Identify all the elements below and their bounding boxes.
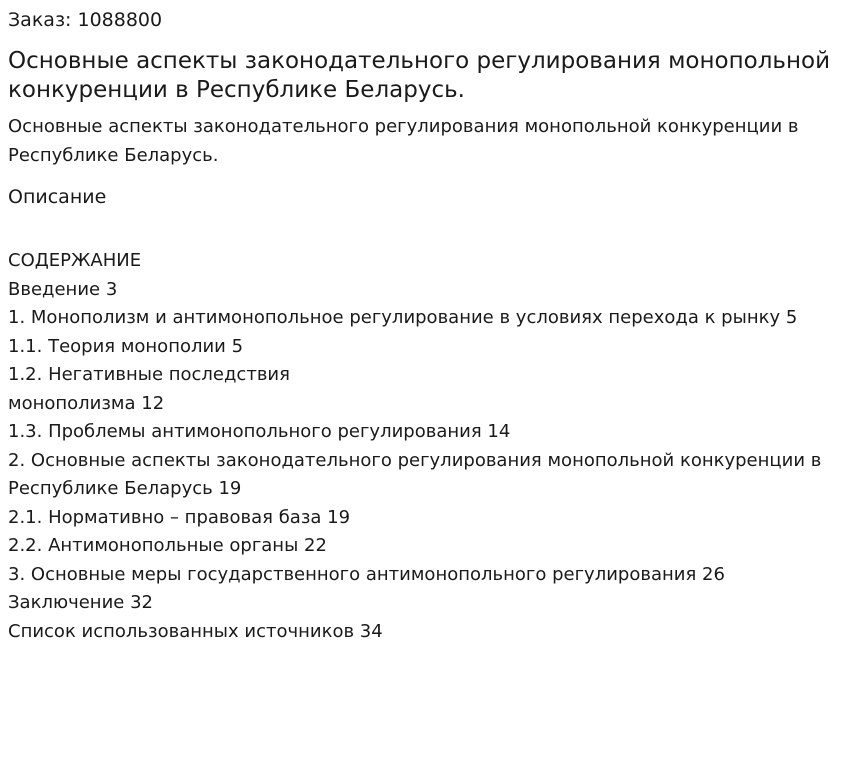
toc-item: 2. Основные аспекты законодательного регулирования монопольной конкуренции в Республике Беларусь 19 [8,449,822,499]
table-of-contents [8,247,839,646]
toc-item: 1. Монополизм и антимонопольное регулирование в условиях перехода к рынку 5 [8,307,798,328]
toc-item: 1.3. Проблемы антимонопольного регулирования 14 [8,421,511,442]
description-heading: Описание [8,186,107,208]
toc-item: Список использованных источников 34 [8,620,383,642]
page-subtitle: Основные аспекты законодательного регулирования монопольной конкуренции в Республике Беларусь. [8,116,799,166]
toc-item: 2.1. Нормативно – правовая база 19 [8,506,351,528]
toc-item: монополизма 12 [8,392,165,414]
page-title: Основные аспекты законодательного регулирования монопольной конкуренции в Республике Беларусь. [8,48,831,103]
toc-item: 3. Основные меры государственного антимонопольного регулирования 26 [8,563,725,585]
toc-item: 1.1. Теория монополии 5 [8,335,244,357]
toc-item: 2.2. Антимонопольные органы 22 [8,535,327,556]
toc-item: Введение 3 [8,278,118,300]
toc-heading: СОДЕРЖАНИЕ [8,250,142,271]
order-number: Заказ: 1088800 [8,9,163,31]
toc-item: 1.2. Негативные последствия [8,364,290,385]
toc-item: Заключение 32 [8,592,153,613]
